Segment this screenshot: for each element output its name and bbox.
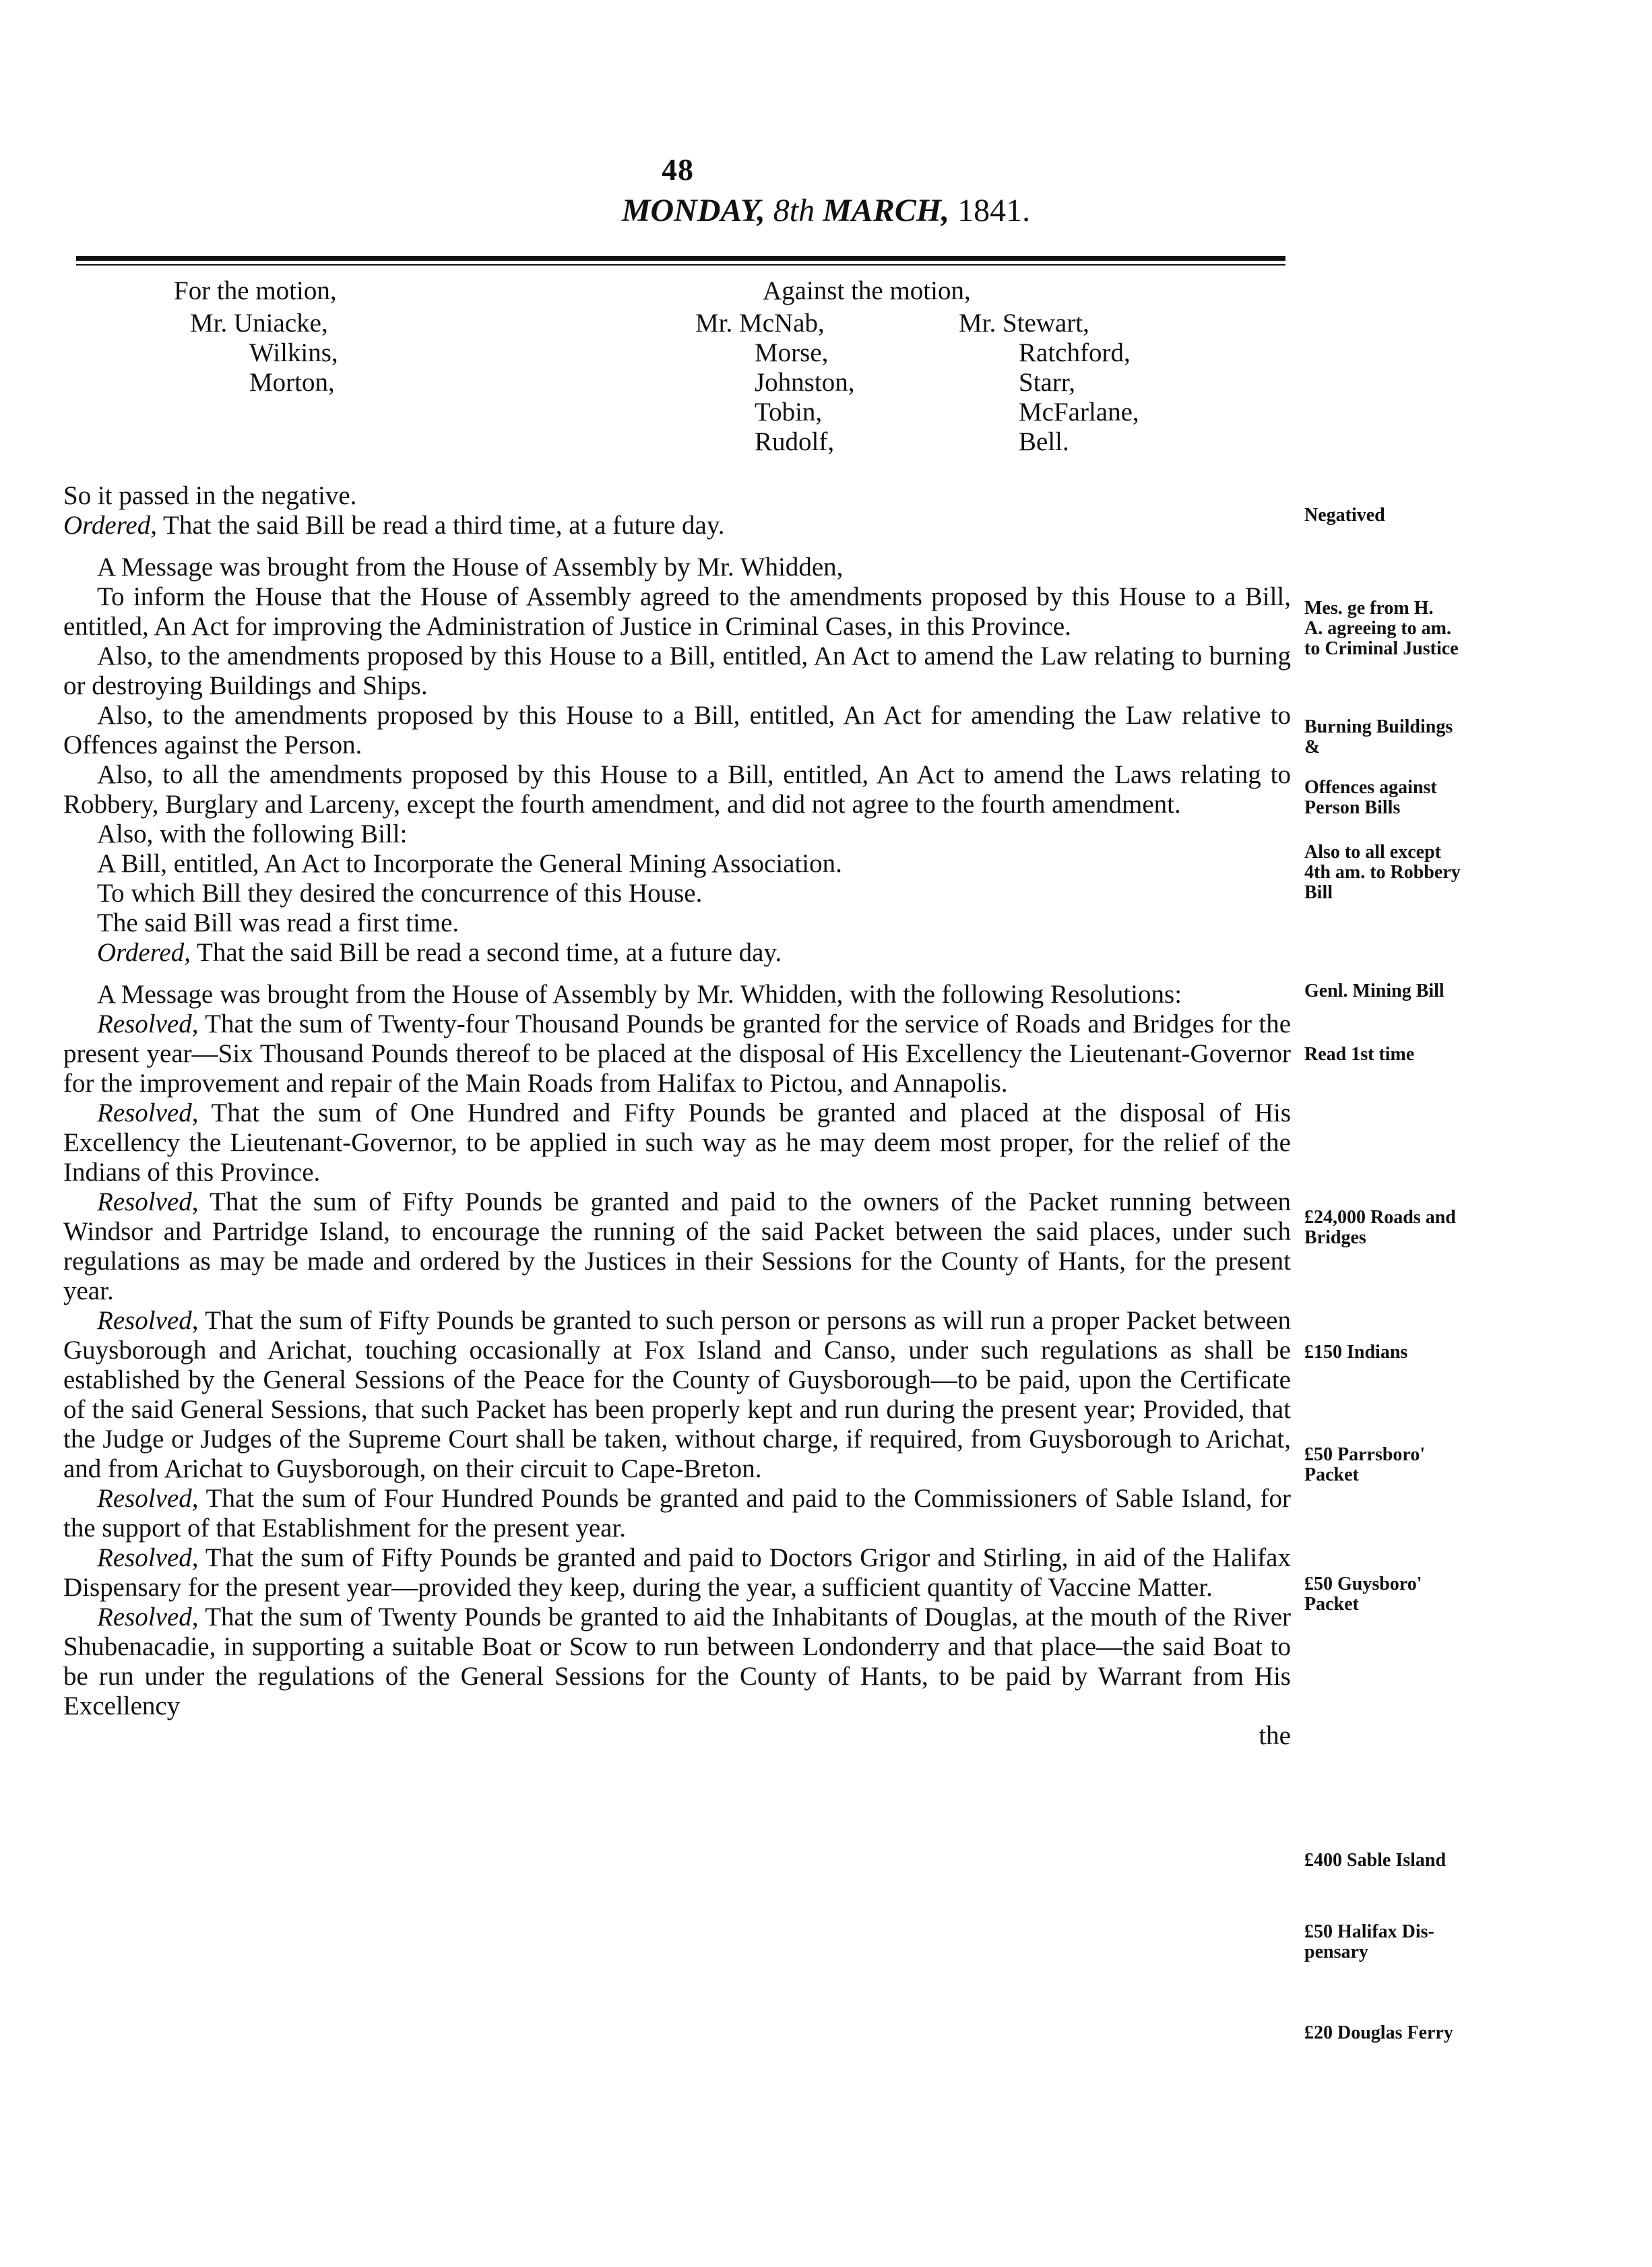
resolution	[63, 1603, 1291, 1721]
page-number: 48	[662, 152, 694, 187]
paragraph: So it passed in the negative.	[63, 481, 357, 510]
resolution	[63, 1306, 1291, 1484]
margin-note-robbery	[1304, 842, 1520, 903]
margin-note-message	[1304, 598, 1520, 659]
margin-note-line: Bill	[1304, 882, 1333, 903]
margin-note-halifax	[1304, 1922, 1520, 1962]
resolution	[63, 1098, 1291, 1187]
margin-note-burning	[1304, 717, 1520, 757]
paragraph: Also, to the amendments proposed by this House to a Bill, entitled, An Act for amending the Law relative to Offences against the Person.	[63, 701, 1291, 759]
paragraph: A Bill, entitled, An Act to Incorporate the General Mining Association.	[97, 849, 842, 878]
resolved-lead: Resolved,	[97, 1484, 199, 1513]
margin-note-line: £50 Parrsboro'	[1304, 1444, 1426, 1465]
margin-note-line: pensary	[1304, 1942, 1368, 1962]
resolution	[63, 1010, 1291, 1098]
against-name: Johnston,	[755, 368, 855, 397]
against-name: Starr,	[1019, 368, 1075, 397]
against-name: Morse,	[755, 338, 829, 367]
margin-note-line: A. agreeing to am.	[1304, 618, 1451, 639]
date-day: MONDAY,	[621, 193, 765, 228]
ordered-lead: Ordered,	[63, 511, 157, 540]
header-rule-thin	[76, 264, 1285, 266]
resolution	[63, 1187, 1291, 1306]
margin-note-line: Offences against	[1304, 777, 1437, 798]
paragraph: Also, with the following Bill:	[97, 819, 408, 848]
resolution-text: That the sum of Fifty Pounds be granted and paid to Doctors Grigor and Stirling, in aid of the Halifax Dispensary for the present year—provided they keep, during the year, a sufficient quantity of Vaccine Matter.	[63, 1543, 1291, 1602]
margin-note-guysboro	[1304, 1574, 1520, 1615]
against-heading: Against the motion,	[763, 276, 971, 305]
margin-note-line: to Criminal Justice	[1304, 638, 1459, 659]
ordered-lead: Ordered,	[97, 938, 191, 967]
resolved-lead: Resolved,	[97, 1187, 199, 1216]
resolved-lead: Resolved,	[97, 1010, 199, 1038]
date-heading	[0, 192, 1652, 229]
margin-note-line: Also to all except	[1304, 842, 1441, 863]
resolution-text: That the sum of Twenty-four Thousand Pounds be granted for the service of Roads and Bridges for the present year—Six Thousand Pounds thereof to be placed at the disposal of His Excellency the Lieutenant-Governor for the improvement and repair of the Main Roads from Halifax to Pictou, and Annapolis.	[63, 1010, 1291, 1098]
resolution	[63, 1543, 1291, 1603]
paragraph: The said Bill was read a first time.	[97, 908, 459, 937]
margin-note-sable: £400 Sable Island	[1304, 1850, 1447, 1871]
for-name: Wilkins,	[249, 338, 338, 367]
paragraph	[63, 511, 1291, 540]
paragraph-text: That the said Bill be read a second time, at a future day.	[191, 938, 782, 967]
paragraph-text: That the said Bill be read a third time, at a future day.	[157, 511, 725, 540]
catchword: the	[1259, 1721, 1291, 1750]
journal-body	[63, 481, 1291, 1751]
resolution-text: That the sum of Four Hundred Pounds be granted and paid to the Commissioners of Sable Island, for the support of that Establishment for the present year.	[63, 1484, 1291, 1543]
date-month: MARCH,	[823, 193, 950, 228]
margin-note-line: Person Bills	[1304, 797, 1401, 818]
against-name: Rudolf,	[755, 427, 835, 456]
paragraph: Also, to all the amendments proposed by this House to a Bill, entitled, An Act to amend the Laws relating to Robbery, Burglary and Larceny, except the fourth amendment, and did not agree to the fourth amendment.	[63, 760, 1291, 819]
margin-note-line: Burning Buildings	[1304, 716, 1453, 737]
paragraph: Also, to the amendments proposed by this House to a Bill, entitled, An Act to amend the Law relating to burning or destroying Buildings and Ships.	[63, 642, 1291, 700]
margin-note-roads	[1304, 1208, 1520, 1248]
margin-note-line: Packet	[1304, 1594, 1359, 1615]
resolved-lead: Resolved,	[97, 1098, 199, 1127]
margin-note-douglas: £20 Douglas Ferry	[1304, 2022, 1453, 2043]
margin-note-indians: £150 Indians	[1304, 1342, 1408, 1363]
header-rule-thick	[76, 256, 1285, 261]
margin-note-line: Packet	[1304, 1464, 1359, 1485]
margin-note-mining: Genl. Mining Bill	[1304, 981, 1444, 1001]
paragraph: To which Bill they desired the concurrence of this House.	[97, 879, 703, 908]
resolved-lead: Resolved,	[97, 1306, 199, 1335]
margin-note-line: £50 Halifax Dis-	[1304, 1921, 1434, 1942]
paragraph: To inform the House that the House of Assembly agreed to the amendments proposed by this House to a Bill, entitled, An Act for improving the Administration of Justice in Criminal Cases, in this Province.	[63, 582, 1291, 641]
margin-note-line: 4th am. to Robbery	[1304, 862, 1461, 883]
against-name: Ratchford,	[1019, 338, 1131, 367]
resolution	[63, 1484, 1291, 1543]
paragraph: A Message was brought from the House of Assembly by Mr. Whidden,	[97, 553, 844, 582]
date-year: 1841.	[957, 193, 1031, 228]
for-name: Morton,	[249, 368, 335, 397]
margin-note-read-first: Read 1st time	[1304, 1044, 1415, 1065]
resolution-text: That the sum of Fifty Pounds be granted to such person or persons as will run a proper Packet between Guysborough and Arichat, touching occasionally at Fox Island and Canso, under such regulations as shall be established by the General Sessions of the Peace for the County of Guysborough—to be paid, upon the Certificate of the said General Sessions, that such Packet has been properly kept and run during the present year; Provided, that the Judge or Judges of the Supreme Court shall be taken, without charge, if required, from Guysborough to Arichat, and from Arichat to Guysborough, on their circuit to Cape-Breton.	[63, 1306, 1291, 1483]
against-name: McFarlane,	[1019, 398, 1139, 427]
against-name: Tobin,	[755, 398, 823, 427]
resolved-lead: Resolved,	[97, 1603, 199, 1632]
resolution-text: That the sum of Fifty Pounds be granted and paid to the owners of the Packet running between Windsor and Partridge Island, to encourage the running of the said Packet between the said places, under such regulations as may be made and ordered by the Justices in their Sessions for the County of Hants, for the present year.	[63, 1187, 1291, 1305]
margin-note-line: Bridges	[1304, 1227, 1366, 1248]
against-name: Mr. McNab,	[695, 309, 825, 338]
for-name: Mr. Uniacke,	[190, 309, 328, 338]
margin-note-parrsboro	[1304, 1445, 1520, 1485]
resolution-text: That the sum of Twenty Pounds be granted to aid the Inhabitants of Douglas, at the mouth of the River Shubenacadie, in supporting a suitable Boat or Scow to run between Londonderry and that place—the said Boat to be run under the regulations of the General Sessions for the County of Hants, to be paid by Warrant from His Excellency	[63, 1603, 1291, 1720]
against-name: Mr. Stewart,	[959, 309, 1089, 338]
margin-note-line: £24,000 Roads and	[1304, 1207, 1456, 1228]
margin-note-offences	[1304, 778, 1520, 818]
margin-note-negatived: Negatived	[1304, 505, 1385, 526]
margin-note-line: £50 Guysboro'	[1304, 1574, 1422, 1594]
against-name: Bell.	[1019, 427, 1069, 456]
for-heading: For the motion,	[174, 276, 337, 305]
resolved-lead: Resolved,	[97, 1543, 199, 1572]
margin-note-line: &	[1304, 737, 1321, 757]
margin-note-line: Mes. ge from H.	[1304, 598, 1434, 619]
resolution-text: That the sum of One Hundred and Fifty Pounds be granted and placed at the disposal of His Excellency the Lieutenant-Governor, to be applied in such way as he may deem most proper, for the relief of the Indians of this Province.	[63, 1098, 1291, 1187]
paragraph	[63, 938, 1291, 968]
date-ordinal: 8th	[773, 193, 815, 228]
paragraph: A Message was brought from the House of Assembly by Mr. Whidden, with the following Resolutions:	[97, 980, 1182, 1009]
